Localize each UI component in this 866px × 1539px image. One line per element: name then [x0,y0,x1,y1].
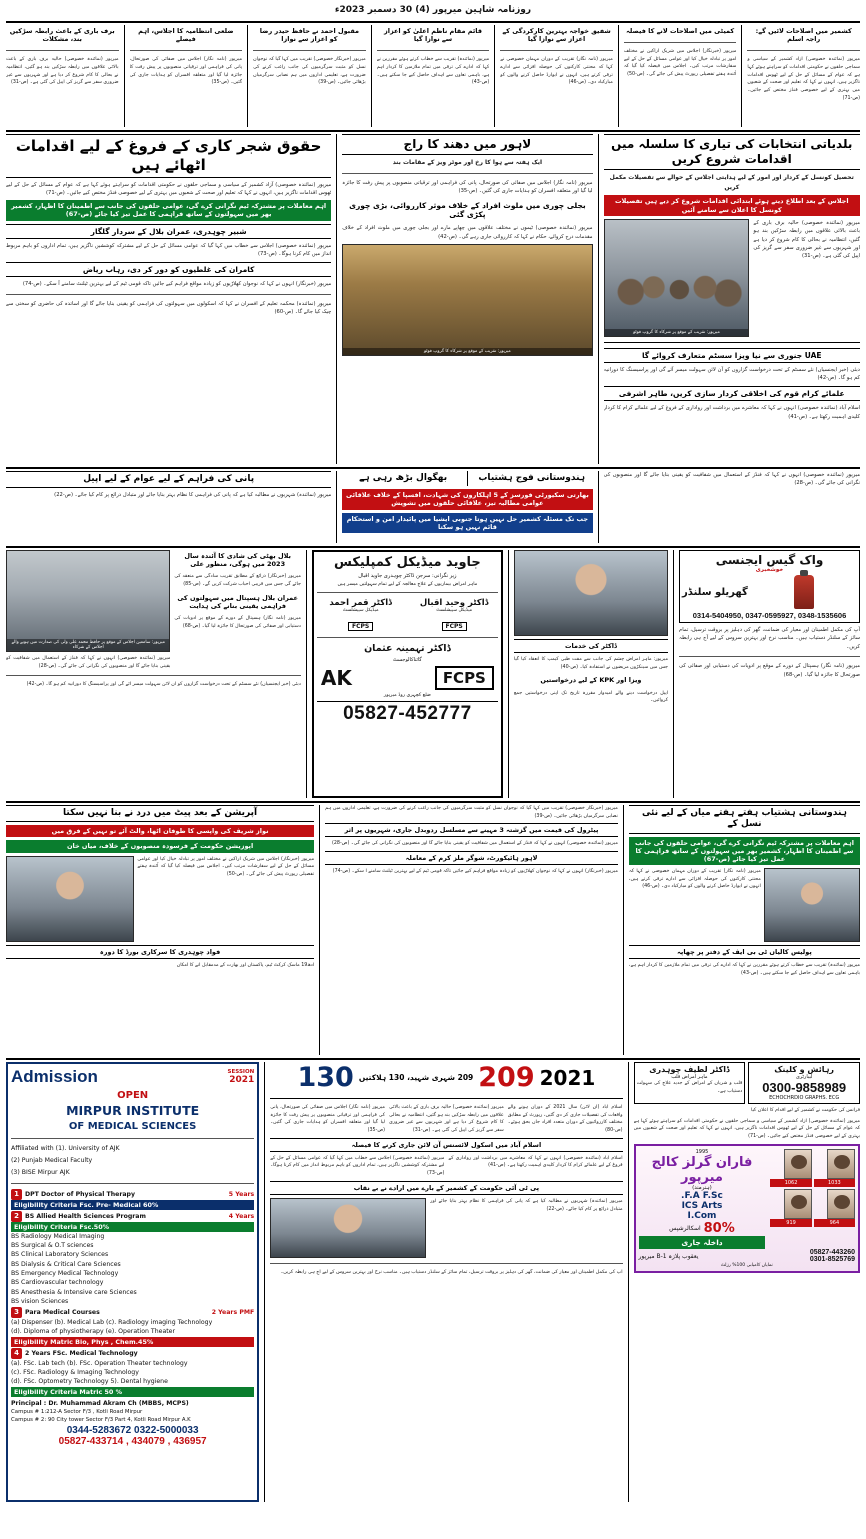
principal-line: Principal : Dr. Muhammad Akram Ch (MBBS, MCPS) [11,1399,189,1407]
doctor-photo [514,550,668,636]
lahore-court-body: میرپور (خبرنگار) انہوں نے کہا کہ نوجوان کھلاڑیوں کو زیادہ مواقع فراہم کیے جائیں تاکہ قومی ٹیم کے لیے بہترین ٹیلنٹ سامنے آ سکے۔ (ص-74) [332,869,618,875]
item-1-years: 5 Years [228,1190,255,1198]
bottom-right-col [629,805,860,1055]
bottom-ads-row [6,1062,860,1502]
pti-photo [270,1198,426,1258]
headline: ضلعی انتظامیہ کا اجلاس، اہم فیصلے [138,27,234,44]
uae-body: دبئی (خبر ایجنسیاں) نئے سسٹم کے تحت درخواست گزاروں کو آن لائن سہولت میسر آئے گی اور پراسیسنگ کا دورانیہ کم ہو گا۔ (ص-42) [603,367,860,382]
gas-ad-body: آپ کی مکمل اطمینان اور معیار کی ضمانت، گھر کی دہلیز پر بروقت ترسیل، تمام سائز کے سلنڈر دستیاب ہیں۔ مناسب نرخ اور بہترین سروس کے لیے آج ہی رابطہ کریں۔ [679,627,860,650]
fsc-line-3: (d). FSc. Optometry Technology 5). Dental hygiene [11,1378,168,1386]
para-line-2: (d). Diploma of physiotherapy (e). Operation Theater [11,1328,176,1336]
news-item [377,25,490,127]
fsc-title: 2 Years FSc. Medical Technology [25,1349,138,1357]
item-1-number: 1 [11,1189,22,1200]
lahore-court-headline: لاہور ہائیکورٹ، شوگر ملز کرم کے معاملہ [325,851,618,865]
faran-sub: (ہنرمند) [692,1184,712,1191]
para-line-1: (a) Dispenser (b). Medical Lab (c). Radiology imaging Technology [11,1319,213,1327]
count-209: 209 [478,1062,535,1093]
body: میرپور (نمائندہ خصوصی) حالیہ برف باری کے باعث بالائی علاقوں میں رابطہ سڑکیں بند ہو گئیں، انتظامیہ نے بحالی کا کام شروع کر دیا ہے اور شہریوں سے غیر ضروری سفر سے گریز کی اپیل کی گئی ہے۔ (ص-31) [5,57,119,86]
javed-deg-label-1: میڈیکل سپیشلسٹ [436,608,473,613]
fsc-line-2: (c). FSc. Radiology & Imaging Technology [11,1369,139,1377]
mid-center [342,471,592,543]
doctor-body: میرپور: ماہر امراض چشم کی جانب سے مفت طبی کیمپ کا انعقاد کیا گیا جس میں سینکڑوں مریضوں نے استفادہ کیا۔ (ص-40) [513,657,669,670]
sub3-body: میرپور (نمائندہ) محکمہ تعلیم کے افسران نے کہا کہ اسکولوں میں سہولتوں کی فراہمی کو یقینی بنایا جائے گا اور اساتذہ کی حاضری کو سختی سے چیک کیا جائے گا۔ (ص-60) [6,300,332,316]
ak-badge: AK [320,666,352,690]
mid-left [6,471,331,543]
col-news-1-headline: عمران بلال ہسپتال میں سہولتوں کی فراہمی یقینی بنانے کی ہدایت [177,593,298,610]
faran-title: فاران گرلز کالج میرپور [651,1154,753,1185]
news-item [6,25,119,127]
score: 919 [770,1219,811,1227]
bottom-right-filler2: میرپور (نمائندہ خصوصی) آزاد کشمیر کے سیاسی و سماجی حلقوں نے حکومتی اقدامات کو سراہتے ہوئے کہا ہے کہ عوام کے مسائل کے حل کے لیے ٹھوس اقدامات ناگزیر ہیں، انہوں نے کہا کہ تعلیم اور صحت کے شعبوں میں بہتری کے لیے خصوصی فنڈز مختص کیے جائیں۔ (ص-71) [633,1118,860,1140]
admission-brand: Admission [11,1067,223,1087]
col-news-2-body: میرپور (نمائندہ خصوصی) انہوں نے کہا کہ فنڈز کے استعمال میں شفافیت کو یقینی بنایا جائے گا اور منصوبوں کی نگرانی کی جائے گی۔ (ص-28) [6,656,171,669]
visa-body: اپیل درخواست دینے والے امیدوار مقررہ تاریخ تک اپنی درخواستیں جمع کروائیں۔ [513,690,669,704]
bs-item: BS Surgical & O.T sciences [11,1242,94,1250]
news-item [130,25,243,127]
latif-body: قلب و شریان کے امراض کے جدید علاج کی سہولت دستیاب ہے۔ [636,1081,743,1094]
nawaz-headline: نواز شریف کی واپسی کا طوفان اٹھا، والٹ آئے تو نہیں کے فرق میں [6,825,314,837]
lead-left-column [6,134,331,464]
echo-title: رہائش و کلینک [774,1065,835,1074]
bottom-right-body: میرپور (نامہ نگار) تقریب کے دوران مہمان خصوصی نے کہا کہ محنتی کارکنوں کی حوصلہ افزائی سے ادارے ترقی کرتے ہیں، انہوں نے ایوارڈ حاصل کرنے والوں کو مبارکباد دی۔ (ص-46) [628,868,761,890]
para-number: 3 [11,1307,22,1318]
bs-item: BS vision Sciences [11,1297,69,1305]
faran-college-ad[interactable] [634,1144,860,1273]
javed-degree-1: FCPS [442,622,467,631]
pti-body-1: میرپور (نمائندہ) شہریوں نے مطالبہ کیا ہے کہ پانی کی فراہمی کا نظام بہتر بنایا جائے اور متبادل ذرائع پر کام کیا جائے۔ (ص-22) [430,1198,623,1212]
islamabad-body-1: اسلام آباد (نمائندہ خصوصی) انہوں نے کہا کہ معاشرے میں برداشت اور رواداری کے فروغ کے لیے علمائے کرام کا کردار کلیدی اہمیت رکھتا ہے۔ (ص-41) [448,1155,623,1169]
lead-center-headline: لاہور میں دھند کا راج [342,134,592,155]
news-item [253,25,366,127]
lead-green-band: اہم معاملات پر مشترکہ ٹیم نگرانی کرے گی، عوامی حلقوں کی جانب سے اطمینان کا اظہار، کشمیر بھر میں سہولتوں کے ساتھ فراہمی کا عمل تیز کیا جائے (ص-67) [6,200,331,220]
institute-name-2: OF MEDICAL SCIENCES [68,1121,197,1133]
avatar [784,1189,812,1219]
doctor-portrait-block [514,550,668,798]
opposition-headline: اپوزیشن حکومت کے فرسودہ منصوبوں کے خلاف، میاں خان [6,840,314,852]
islamabad-body-2: میرپور (نمائندہ خصوصی) اجلاس سے خطاب میں کہا گیا کہ عوامی مسائل کے حل کے لیے مشترکہ کوششیں ناگزیر ہیں، تمام اداروں کو باہم مربوط انداز میں کام کرنا ہوگا۔ (ص-73) [270,1155,445,1177]
bottom-center-col [325,805,618,1055]
doctor-headline: ڈاکٹر کی خدمات [514,639,668,653]
headline: کمیٹی میں اصلاحات لانے کا فیصلہ [626,27,735,35]
lead-section [6,134,860,464]
masthead: روزنامہ شاہین میرپور (4) 30 دسمبر 2023ء [334,5,532,15]
fcps-badge: FCPS [435,666,494,690]
javed-doctor-2: ڈاکٹر قمر احمد [329,598,392,608]
bs-item: BS Cardiovascular technology [11,1279,104,1287]
gas-cylinder-icon [794,575,814,609]
dr-latif-ad[interactable] [634,1062,746,1104]
cleric-photo [764,868,860,942]
mid-blue-band: جب تک مسئلہ کشمیر حل نہیں ہوتا جنوبی ایشیا میں پائیدار امن و استحکام قائم نہیں ہو سکتا [342,513,592,533]
hindustan-headline: ہندوستانی ہشتیاب ہفتے ہفتے میاں کے لیے نئی نسل کے [629,805,860,834]
body: میرپور (نمائندہ خصوصی) آزاد کشمیر کے سیاسی و سماجی حلقوں نے حکومتی اقدامات کو سراہتے ہوئے کہا ہے کہ عوام کے مسائل کے حل کے لیے ٹھوس اقدامات ناگزیر ہیں، انہوں نے کہا کہ تعلیم اور صحت کے شعبوں میں بہتری کے لیے خصوصی فنڈز مختص کیے جائیں۔ (ص-71) [747,57,860,101]
casualty-body-1: اسلام آباد (آن لائن) سال 2021 کے دوران ہونے والے واقعات کی تفصیلات جاری کر دی گئیں، رپورٹ کے مطابق مختلف کارروائیوں کے دوران متعدد افراد جاں بحق ہوئے۔ (ص-80) [507,1105,623,1134]
affiliation-1: Affiliated with (1). University of AJK [11,1144,120,1152]
score: 964 [814,1219,855,1227]
bs-item: BS Radiology Medical Imaging [11,1232,105,1240]
latif-sub: ماہر امراض قلب [671,1074,708,1080]
campus-2: Campus # 2: 90 City tower Sector F/3 Part 4, Kotli Road Mirpur A.K [11,1417,191,1424]
avatar [827,1149,855,1179]
fsc-criteria: Eligibility Criteria Matric 50 % [11,1387,254,1397]
uae-headline: UAE جنوری سے نیا ویزا سسٹم متعارف کروائے گا [604,348,860,363]
topper-avatars [770,1149,855,1227]
mid-extra-body: دبئی (خبر ایجنسیاں) نئے سسٹم کے تحت درخواست گزاروں کو آن لائن سہولت میسر آئے گی اور پراسیسنگ کا دورانیہ کم ہو گا۔ (ص-42) [26,682,301,688]
casualty-headline: 209 شہری شہید، 130 ہلاکتیں [358,1072,474,1082]
item-1-title: DPT Doctor of Physical Therapy [25,1190,136,1198]
bs-item: BS Emergency Medical Technology [11,1269,119,1277]
mid-headline-band [6,471,860,543]
lead-right-band: اجلاس کے بعد اطلاع دیتے ہوئے ابتدائی اقدامات شروع کر دیے ہیں تفصیلات کونسل کا اعلان سے سامنے آئیں [604,195,860,215]
top-news-strip [6,25,860,127]
fsc-number: 4 [11,1348,22,1359]
fawad-headline: فواد چوہدری کا سرکاری بورڈ کا دورہ [6,945,314,959]
javed-title: جاوید میڈیکل کمپلیکس [333,555,481,570]
session-label: SESSION [227,1069,255,1075]
score: 1033 [814,1179,855,1187]
army-headline: ہندوستانی فوج ہشتیاب [478,473,586,483]
javed-line: ماہر امراض بیماریوں کے علاج معالجہ کے لیے تمام سہولتیں میسر ہیں [337,582,478,587]
headline: شفیق خواجہ بہترین کارکردگی کے اعزاز سے نوازا گیا [502,27,611,44]
body: میرپور (نامہ نگار) تقریب کے دوران مہمان خصوصی نے کہا کہ محنتی کارکنوں کی حوصلہ افزائی سے ادارے ترقی کرتے ہیں، انہوں نے ایوارڈ حاصل کرنے والوں کو مبارکباد دی۔ (ص-46) [500,57,613,86]
col-news-0-body: میرپور (خبرنگار) ذرائع کے مطابق تقریب سادگی سے منعقد کی جائے گی جس میں قریبی احباب شرکت کریں گے۔ (ص-85) [174,574,301,587]
javed-degree-2: FCPS [348,622,373,631]
meeting-photo [6,550,170,652]
item-1-criteria: Eligibility Criteria Fsc. Pre- Medical 60% [11,1200,254,1210]
ads-row-1 [6,550,860,798]
bs-item: BS Clinical Laboratory Sciences [11,1251,109,1259]
photo-caption: میرپور: سامعین اجلاس کے موقع پر حافظ محمد علی ولی کی صدارت میں ہونے والے اجلاس کے شرکاء [7,639,169,651]
casualty-feature [270,1062,622,1502]
bottom-green-band: اہم معاملات پر مشترکہ ٹیم نگرانی کرے گی، عوامی حلقوں کی جانب سے اطمینان کا اظہار، کشمیر بھر میں سہولتوں کے ساتھ فراہمی کا عمل تیز کیا جائے (ص-67) [629,837,860,865]
echo-eng: ECHOCHRDIO GRAPHS. ECG [769,1095,840,1101]
sub1-headline: شبیر چوہدری، عمران بلال کے سردار گلگار [6,224,331,239]
bottom-right-filler: فرانس کی حکومت نے کشمیر کے لیے اقدام کا اعلان کیا [751,1108,860,1113]
operation-headline: آپریشن کے بعد پیٹ میں درد نے بنا نہیں سکتا [6,805,314,822]
fawad-body: آدھ19 ماسک کرکٹ ٹیم، پاکستان اور بھارت کے مدمقابل آنے کا امکان [176,962,315,968]
session-year: 2021 [229,1075,255,1085]
lead-photo-center [342,244,592,356]
body: میرپور (خبرنگار) اجلاس میں شریک اراکین نے مختلف امور پر تبادلہ خیال کیا اور عوامی مسائل کے حل کے لیے سفارشات مرتب کیں۔ اجلاس میں فیصلہ کیا گیا کہ آئندہ ہفتے تفصیلی رپورٹ پیش کی جائے گی۔ (ص-50) [623,49,737,78]
mid-right-body: میرپور (نمائندہ خصوصی) انہوں نے کہا کہ فنڈز کے استعمال میں شفافیت کو یقینی بنایا جائے گا اور منصوبوں کی نگرانی کی جائے گی۔ (ص-28) [603,472,860,487]
police-body: میرپور (نمائندہ) تقریب سے خطاب کرتے ہوئے مقررین نے کہا کہ ادارے کی ترقی میں تمام ملازمین کا کردار اہم ہے، باہمی تعاون سے اہداف حاصل کیے جا سکتے ہیں۔ (ص-43) [628,963,860,976]
covid-body: میرپور (خبرنگار) اجلاس میں شریک اراکین نے مختلف امور پر تبادلہ خیال کیا اور عوامی مسائل کے حل کے لیے سفارشات مرتب کیں۔ اجلاس میں فیصلہ کیا گیا کہ آئندہ ہفتے تفصیلی رپورٹ پیش کی جائے گی۔ (ص-50) [137,856,315,877]
year-label: 2021 [539,1065,596,1090]
bs-item: BS Dialysis & Critical Care Sciences [11,1260,121,1268]
lead-center-column [342,134,592,464]
javed-footer-note: ضلع کچہری روڈ میرپور [383,693,431,698]
ulema-body: اسلام آباد (نمائندہ خصوصی) انہوں نے کہا کہ معاشرے میں برداشت اور رواداری کے فروغ کے لیے علمائے کرام کا کردار کلیدی اہمیت رکھتا ہے۔ (ص-41) [603,405,860,420]
center-bottom-filler: آپ کی مکمل اطمینان اور معیار کی ضمانت، گھر کی دہلیز پر بروقت ترسیل، تمام سائز کے سلنڈر دستیاب ہیں۔ مناسب نرخ اور بہترین سروس کے لیے آج ہی رابطہ کریں۔ [280,1269,623,1275]
javed-gyn-label: گائناکالوجسٹ [392,657,422,663]
faran-score-note: نمایاں کامیابی 100% رزلٹ [720,1263,773,1269]
mid-red-band: بھارتی سکیورٹی فورسز کے 5 اہلکاروں کی شہادت، افسپا کے خلاف علاقائی عوامی مطالبہ تیز، علاقائی حلقوں میں تشویش [342,489,592,509]
item-2-title: BS Allied Health Sciences Program [25,1212,146,1220]
admission-ad[interactable] [6,1062,259,1502]
faran-since: 1995 [695,1148,709,1155]
lead-main-headline: حقوق شجر کاری کے فروغ کے لیے اقدامات اٹھائے ہیں [6,134,331,178]
score: 1062 [770,1179,811,1187]
faran-discount-label: اسکالرشپس [669,1224,701,1232]
lead-right-column [604,134,860,464]
javed-medical-ad[interactable] [312,550,503,798]
faran-banner: داخلہ جاری [639,1236,766,1249]
admission-open: OPEN [117,1090,149,1101]
lead-center-sub: ایک ہفتہ سے ہوا کا رخ اور موٹر ویز کے مقامات بند [392,159,543,166]
headline: برف باری کے باعث رابطہ سڑکیں بند، مشکلات [9,27,115,44]
sub2-headline: کامران کی غلطیوں کو دور کر دی، رہاب ریاض [6,262,331,277]
walk-gas-ad[interactable] [679,550,860,798]
para-years: 2 Years PMF [211,1308,255,1316]
javed-doctor-1: ڈاکٹر وحید اقبال [419,598,489,608]
headline: مقبول احمد نے حافظ حیدر رضا کو اعزاز سے نوازا [259,27,360,44]
mid-right [604,471,860,543]
affiliation-2: (2) Punjab Medical Faculty [11,1157,93,1165]
gas-ad-tag: خوشخبری [755,567,784,573]
bottom-right-ads [634,1062,860,1502]
pti-headline: پی ٹی آئی حکومت کے کشمیر کے بارے میں ارادے نے بے نقاب [270,1181,622,1195]
latif-title: ڈاکٹر لطیف چوہدری [649,1065,730,1074]
echo-services: لیبارٹری [795,1074,813,1080]
admission-phones-2[interactable]: 05827-433714 , 434079 , 436957 [58,1436,207,1448]
javed-subtitle: زیر نگرانی: سرجن ڈاکٹر چوہدری جاوید اقبال [358,573,457,579]
lead-main-body: میرپور (نمائندہ خصوصی) آزاد کشمیر کے سیاسی و سماجی حلقوں نے حکومتی اقدامات کو سراہتے ہوئے کہا ہے کہ عوام کے مسائل کے حل کے لیے ٹھوس اقدامات ناگزیر ہیں، انہوں نے کہا کہ تعلیم اور صحت کے شعبوں میں بہتری کے لیے خصوصی فنڈز مختص کیے جائیں۔ (ص-71) [6,181,332,196]
petrol-headline: پیٹرول کی قیمت میں گزشتہ 3 مہینے سے مسلسل ردوبدل جاری، شہریوں پر اثر [325,823,618,837]
body: میرپور (نامہ نگار) اجلاس میں صفائی کی صورتحال، پانی کی فراہمی اور ترقیاتی منصوبوں پر پیش رفت کا جائزہ لیا گیا اور متعلقہ افسران کو ہدایات جاری کی گئیں۔ (ص-35) [129,57,243,86]
lead-photo-right [604,219,750,337]
faran-program-1: ICS Arts [681,1200,723,1211]
photo-caption: میرپور: تقریب کے موقع پر شرکاء کا گروپ فوٹو [605,329,749,336]
gas-product-label: گھریلو سلنڈر [682,586,748,598]
faran-discount: 80% [703,1220,735,1236]
avatar [827,1189,855,1219]
avatar [784,1149,812,1179]
lead-right-subhead: تحصیل کونسل کے کردار اور امور کے لیے ہدایتی اجلاس کے حوالے سے تفصیلات مکمل کریں [609,174,854,191]
item-2-criteria: Eligibility Criteria Fsc.50% [11,1222,254,1232]
item-2-years: 4 Years [228,1212,255,1220]
lead-right-headline: بلدیاتی انتخابات کی تیاری کا سلسلہ میں اقدامات شروع کریں [604,134,860,170]
para-title: Para Medical Courses [25,1308,100,1316]
institute-name: MIRPUR INSTITUTE [66,1103,200,1118]
javed-phone[interactable]: 05827-452777 [317,701,498,725]
body: میرپور (خبرنگار خصوصی) تقریب میں کہا گیا کہ نوجوان نسل کو مثبت سرگرمیوں کی جانب راغب کرنے کی ضرورت ہے، تعلیمی اداروں میں ہم نصابی سرگرمیاں بڑھائی جائیں۔ (ص-39) [253,57,366,86]
echo-clinic-ad[interactable] [748,1062,860,1104]
col-news-1-body: میرپور (نامہ نگار) ہسپتال کے دورے کے موقع پر ادویات کی دستیابی اور صفائی کی صورتحال کا جائزہ لیا گیا۔ (ص-68) [174,615,301,629]
echo-phone[interactable]: 0300-9858989 [762,1080,847,1095]
islamabad-headline: اسلام آباد میں اسکول لائسنس آن لائن جاری کرنے کا فیصلہ [270,1138,622,1152]
water-headline: پانی کی فراہم کے لیے عوام کے لیے اپیل [6,471,331,488]
faran-program-2: I.Com [687,1210,717,1221]
casualty-body-3: میرپور (نامہ نگار) اجلاس میں صفائی کی صورتحال، پانی کی فراہمی اور ترقیاتی منصوبوں پر پیش رفت کا جائزہ لیا گیا اور متعلقہ افسران کو ہدایات جاری کی گئیں۔ (ص-35) [270,1105,385,1134]
sub1-body: میرپور (نمائندہ خصوصی) اجلاس سے خطاب میں کہا گیا کہ عوامی مسائل کے حل کے لیے مشترکہ کوششیں ناگزیر ہیں، تمام اداروں کو باہم مربوط انداز میں کام کرنا ہوگا۔ (ص-73) [6,242,332,258]
bottom-left-col [6,805,314,1055]
affiliation-3: (3) BISE Mirpur AJK [11,1169,70,1177]
javed-deg-label-2: میڈیکل سپیشلسٹ [342,608,379,613]
casualty-body-2: میرپور (نمائندہ خصوصی) حالیہ برف باری کے باعث بالائی علاقوں میں رابطہ سڑکیں بند ہو گئیں، انتظامیہ نے بحالی کا کام شروع کر دیا ہے اور شہریوں سے غیر ضروری سفر سے گریز کی اپیل کی گئی ہے۔ (ص-31) [389,1105,504,1134]
bs-item: BS Anesthesia & Intensive care Sciences [11,1288,137,1296]
politician-photo [6,856,134,942]
water-body: میرپور (نمائندہ) شہریوں نے مطالبہ کیا ہے کہ پانی کی فراہمی کا نظام بہتر بنایا جائے اور متبادل ذرائع پر کام کیا جائے۔ (ص-22) [54,492,332,499]
headline: کشمیر میں اصلاحات لائیں گے: راجہ اسلم [755,27,852,44]
center-sub-body: میرپور (نمائندہ خصوصی) ٹیموں نے مختلف علاقوں میں چھاپے مارے اور بجلی چوری میں ملوث افراد کے خلاف مقدمات درج کروائے، حکام نے کہا کہ کارروائی جاری رہے گی۔ (ص-42) [342,225,593,240]
news-item [624,25,737,127]
center-sub-headline: بجلی چوری میں ملوث افراد کے خلاف موثر کارروائی، بڑی چوری پکڑی گئی [349,200,586,219]
sub2-body: میرپور (خبرنگار) انہوں نے کہا کہ نوجوان کھلاڑیوں کو زیادہ مواقع فراہم کیے جائیں تاکہ قومی ٹیم کے لیے بہترین ٹیلنٹ سامنے آ سکے۔ (ص-74) [22,281,332,288]
visa-headline: ویزا اور KPK کے لیے درخواستیں [540,676,642,685]
gas-extra-body: میرپور (نامہ نگار) ہسپتال کے دورے کے موقع پر ادویات کی دستیابی اور صفائی کی صورتحال کا جائزہ لیا گیا۔ (ص-68) [679,663,860,678]
police-headline: پولیس کالیاں ٹی بی ایف کے دفتر پر چھاپہ [629,945,860,959]
body: میرپور (نمائندہ) تقریب سے خطاب کرتے ہوئے مقررین نے کہا کہ ادارے کی ترقی میں تمام ملازمین کا کردار اہم ہے، باہمی تعاون سے اہداف حاصل کیے جا سکتے ہیں۔ (ص-43) [376,57,490,86]
bottom-news-row [6,805,860,1055]
gas-phones[interactable]: 0314-5404950, 0347-0595927, 0348-1535606 [692,611,847,620]
photo-caption: میرپور: تقریب کے موقع پر شرکاء کا گروپ فوٹو [343,348,591,355]
fsc-line-1: (a). FSc. Lab tech (b). FSc. Operation Theater technology [11,1359,188,1367]
lead-right-body: میرپور (نمائندہ خصوصی) حالیہ برف باری کے باعث بالائی علاقوں میں رابطہ سڑکیں بند ہو گئیں، انتظامیہ نے بحالی کا کام شروع کر دیا ہے اور شہریوں سے غیر ضروری سفر سے گریز کی اپیل کی گئی ہے۔ (ص-31) [753,219,860,260]
campus-1: Campus # 1:212-A Sector F/3 , Kotli Road Mirpur [11,1408,143,1415]
para-criteria: Eligibility Matric Bio, Phys , Chem.45% [11,1337,254,1347]
item-2-number: 2 [11,1211,22,1222]
col-news-0-headline: بلال بھٹی کی شادی کا آئندہ سال 2023 میں ہوگی، منظور علی [184,552,291,569]
javed-doctor-3: ڈاکٹر تہمینہ عثمان [364,643,451,654]
bottom-center-body: میرپور (خبرنگار خصوصی) تقریب میں کہا گیا کہ نوجوان نسل کو مثبت سرگرمیوں کی جانب راغب کرنے کی ضرورت ہے، تعلیمی اداروں میں ہم نصابی سرگرمیاں بڑھائی جائیں۔ (ص-39) [325,806,618,819]
faran-program-0: F.A F.Sc. [681,1190,723,1201]
news-item [500,25,613,127]
mid-photo-news [6,550,301,798]
headline: قائم مقام ناظم اعلیٰ کو اعزاز سے نوازا گیا [383,27,482,44]
lead-center-body: میرپور (نامہ نگار) اجلاس میں صفائی کی صورتحال، پانی کی فراہمی اور ترقیاتی منصوبوں پر پیش رفت کا جائزہ لیا گیا اور متعلقہ افسران کو ہدایات جاری کی گئیں۔ (ص-35) [342,179,593,195]
faran-address: یعقوب پلازہ B-1 میرپور [638,1252,699,1260]
ulema-headline: علمائے کرام قوم کی اخلاقی کردار سازی کریں، طاہر اشرفی [604,386,860,401]
news-item [747,25,860,127]
admission-phones-1[interactable]: 0344-5283672 0322-5000033 [66,1425,199,1437]
petrol-body: میرپور (نمائندہ خصوصی) انہوں نے کہا کہ فنڈز کے استعمال میں شفافیت کو یقینی بنایا جائے گا اور منصوبوں کی نگرانی کی جائے گی۔ (ص-28) [331,841,618,847]
count-130: 130 [297,1062,354,1093]
bhagwal-headline: بھگوال بڑھ رہی ہے [359,473,448,483]
faran-phone-1[interactable]: 05827-443260 [809,1249,855,1257]
faran-phone-2[interactable]: 0301-8525769 [809,1256,855,1264]
gas-ad-title: واک گیس ایجنسی [715,553,824,567]
